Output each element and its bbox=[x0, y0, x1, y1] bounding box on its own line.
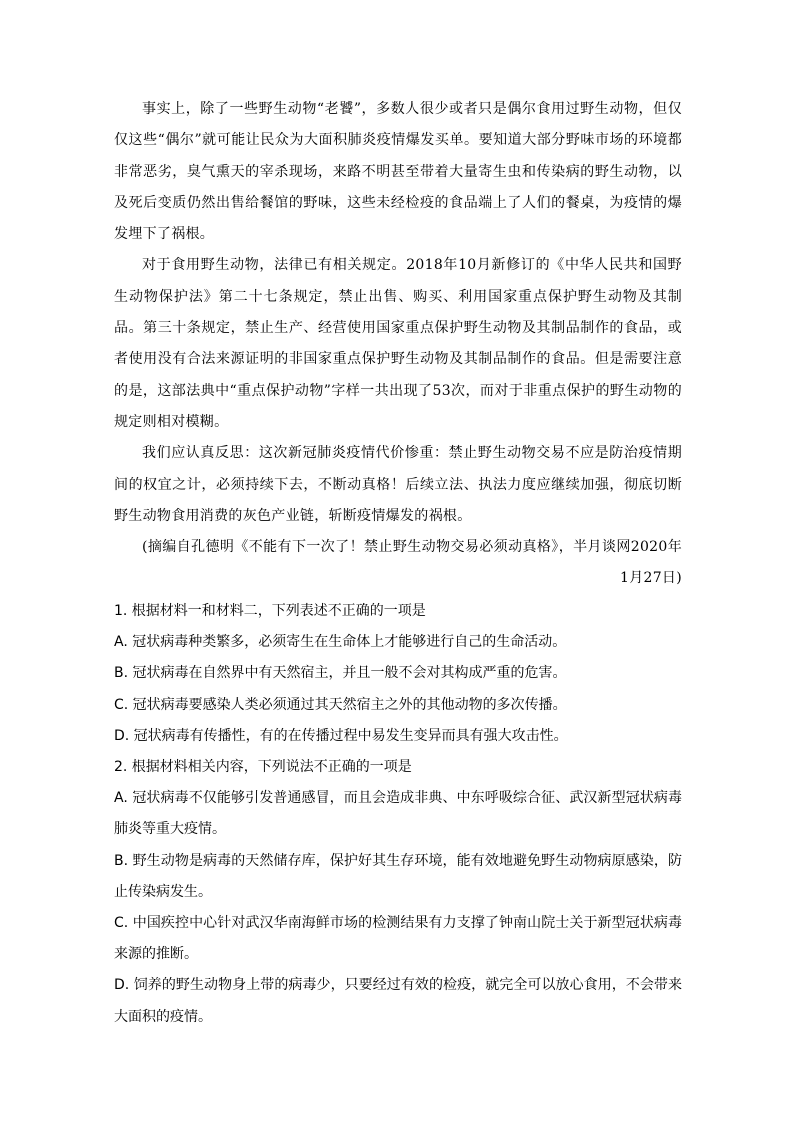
question-2-option-b: B. 野生动物是病毒的天然储存库，保护好其生存环境，能有效地避免野生动物病原感染，防止传染病发生。 bbox=[114, 852, 682, 900]
question-2-option-d: D. 饲养的野生动物身上带的病毒少，只要经过有效的检疫，就完全可以放心食用，不会带来大面积的疫情。 bbox=[114, 977, 682, 1025]
question-1-option-a: A. 冠状病毒种类繁多，必须寄生在生命体上才能够进行自己的生命活动。 bbox=[114, 634, 567, 651]
question-1-stem: 1. 根据材料一和材料二，下列表述不正确的一项是 bbox=[114, 603, 426, 619]
question-2-option-c: C. 中国疾控中心针对武汉华南海鲜市场的检测结果有力支撑了钟南山院士关于新型冠状病毒来源的推断。 bbox=[114, 915, 682, 963]
question-list bbox=[114, 596, 682, 1033]
passage-paragraph-3: 我们应认真反思：这次新冠肺炎疫情代价惨重：禁止野生动物交易不应是防治疫情期间的权宜之计，必须持续下去，不断动真格！后续立法、执法力度应继续加强，彻底切断野生动物食用消费的灰色产业链，斩断疫情爆发的祸根。 bbox=[114, 445, 682, 524]
passage-paragraph-1: 事实上，除了一些野生动物“老饕”，多数人很少或者只是偶尔食用过野生动物，但仅仅这些“偶尔”就可能让民众为大面积肺炎疫情爆发买单。要知道大部分野味市场的环境都非常恶劣，臭气熏天的宰杀现场，来路不明甚至带着大量寄生虫和传染病的野生动物，以及死后变质仍然出售给餐馆的野味，这些未经检疫的食品端上了人们的餐桌，为疫情的爆发埋下了祸根。 bbox=[114, 101, 682, 243]
passage-paragraph-2: 对于食用野生动物，法律已有相关规定。2018年10月新修订的《中华人民共和国野生动物保护法》第二十七条规定，禁止出售、购买、利用国家重点保护野生动物及其制品。第三十条规定，禁止生产、经营使用国家重点保护野生动物及其制品制作的食品，或者使用没有合法来源证明的非国家重点保护野生动物及其制品制作的食品。但是需要注意的是，这部法典中“重点保护动物”字样一共出现了53次，而对于非重点保护的野生动物的规定则相对模糊。 bbox=[114, 257, 682, 430]
question-1-option-d: D. 冠状病毒有传播性，有的在传播过程中易发生变异而具有强大攻击性。 bbox=[114, 727, 568, 744]
reading-passage bbox=[114, 94, 682, 595]
question-2-stem: 2. 根据材料相关内容，下列说法不正确的一项是 bbox=[114, 759, 412, 776]
question-1-option-c: C. 冠状病毒要感染人类必须通过其天然宿主之外的其他动物的多次传播。 bbox=[114, 696, 567, 713]
question-1-option-b: B. 冠状病毒在自然界中有天然宿主，并且一般不会对其构成严重的危害。 bbox=[114, 665, 567, 682]
passage-source-citation: (摘编自孔德明《不能有下一次了！禁止野生动物交易必须动真格》，半月谈网2020年1月27日) bbox=[142, 539, 682, 587]
question-2-option-a: A. 冠状病毒不仅能够引发普通感冒，而且会造成非典、中东呼吸综合征、武汉新型冠状病毒肺炎等重大疫情。 bbox=[114, 790, 682, 838]
